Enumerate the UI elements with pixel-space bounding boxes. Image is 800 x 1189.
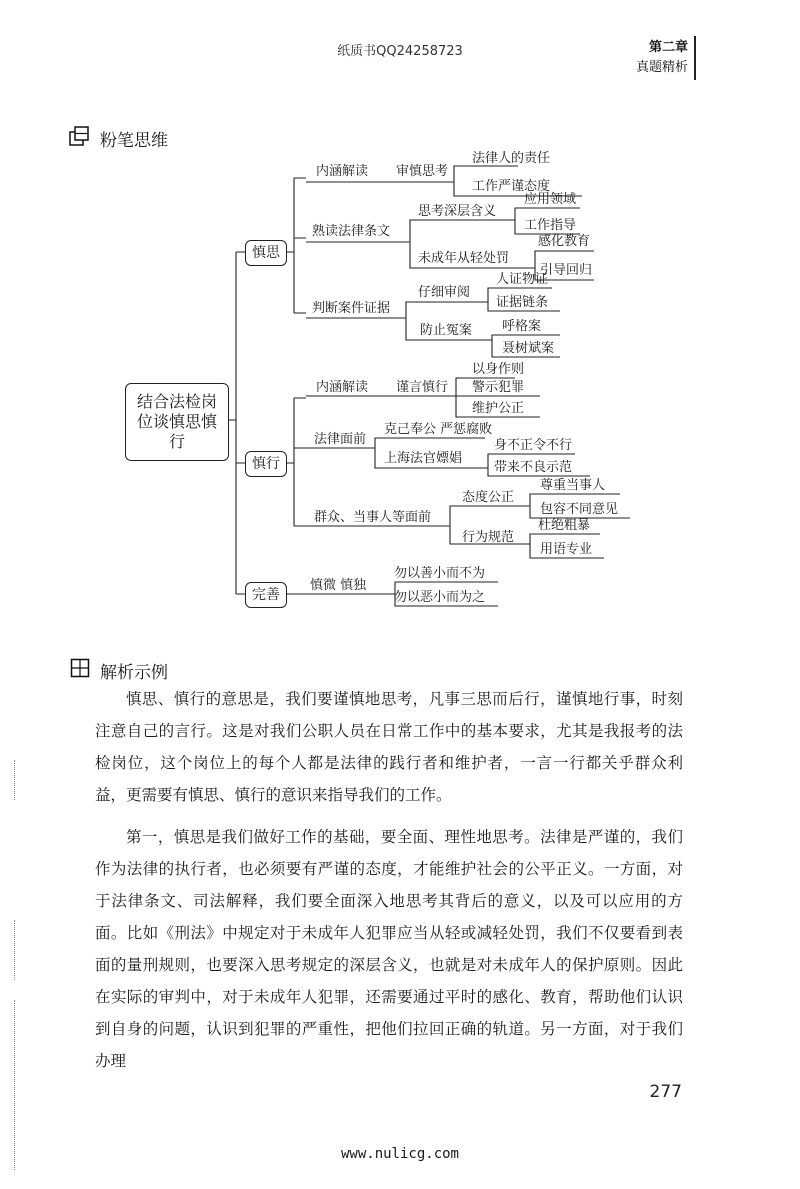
chapter-subtitle: 真题精析 <box>635 60 688 75</box>
node-b2-s3-a: 态度公正 <box>462 490 515 505</box>
node-b1-s2-b: 未成年从轻处罚 <box>418 251 510 266</box>
node-b1-s2-a2: 工作指导 <box>524 218 577 233</box>
node-b1-s3-a2: 证据链条 <box>496 295 549 310</box>
node-b3-s1-c1: 勿以善小而不为 <box>394 566 486 581</box>
node-b2-s3-b: 行为规范 <box>462 530 515 545</box>
mindmap-section-title: 粉笔思维 <box>100 131 168 151</box>
node-b2-s3-a2: 包容不同意见 <box>540 502 619 517</box>
chapter-label <box>636 38 688 78</box>
node-b1-s2-b2: 引导回归 <box>540 263 593 278</box>
margin-artifact <box>14 920 16 980</box>
node-b1-s2: 熟读法律条文 <box>312 224 391 239</box>
branch-wanshan: 完善 <box>245 582 287 608</box>
mindmap-root: 结合法检岗位谈慎思慎行 <box>125 383 229 461</box>
node-b2-s1-c2: 警示犯罪 <box>472 380 525 395</box>
node-b1-s2-b1: 感化教育 <box>538 234 591 249</box>
footer-url: www.nulicg.com <box>340 1146 459 1162</box>
node-b2-s3-b1: 杜绝粗暴 <box>538 518 591 533</box>
node-b1-s2-a1: 应用领域 <box>524 192 577 207</box>
chapter-divider <box>694 36 696 80</box>
node-b2-s2-b1: 身不正令不行 <box>494 438 573 453</box>
node-b2-s1: 内涵解读 <box>316 380 369 395</box>
node-b2-s3-a1: 尊重当事人 <box>540 478 606 493</box>
chapter-title: 第二章 <box>648 40 688 55</box>
page-number: 277 <box>649 1082 682 1102</box>
node-b2-s2-b2: 带来不良示范 <box>494 460 573 475</box>
node-b1-s1-c: 审慎思考 <box>396 164 449 179</box>
mindmap-section-icon <box>68 124 90 152</box>
node-b2-s2-a: 克己奉公 严惩腐败 <box>384 422 493 437</box>
node-b1-s1-c1: 法律人的责任 <box>472 151 551 166</box>
analysis-body <box>95 683 683 1077</box>
node-b2-s2: 法律面前 <box>314 432 367 447</box>
paragraph-intro: 慎思、慎行的意思是，我们要谨慎地思考，凡事三思而后行，谨慎地行事，时刻注意自己的言行。这是对我们公职人员在日常工作中的基本要求，尤其是我报考的法检岗位，这个岗位上的每个人都是法律的践行者和维护者，一言一行都关乎群众利益，更需要有慎思、慎行的意识来指导我们的工作。 <box>95 690 683 804</box>
node-b1-s3-a: 仔细审阅 <box>418 285 471 300</box>
node-b1-s2-a: 思考深层含义 <box>418 204 497 219</box>
node-b1-s3-b1: 呼格案 <box>502 319 542 334</box>
node-b3-s1: 慎微 慎独 <box>310 578 367 593</box>
node-b1-s1-c2: 工作严谨态度 <box>472 179 551 194</box>
mind-map <box>120 150 640 620</box>
margin-artifact <box>14 760 16 800</box>
margin-artifact <box>14 1000 16 1170</box>
node-b1-s3-a1: 人证物证 <box>496 272 549 287</box>
node-b2-s3: 群众、当事人等面前 <box>314 510 432 525</box>
node-b1-s1: 内涵解读 <box>316 164 369 179</box>
branch-shenxing: 慎行 <box>245 451 287 477</box>
node-b2-s1-c: 谨言慎行 <box>396 380 449 395</box>
node-b3-s1-c2: 勿以恶小而为之 <box>394 590 486 605</box>
node-b1-s3: 判断案件证据 <box>312 301 391 316</box>
paragraph-first-point: 第一，慎思是我们做好工作的基础，要全面、理性地思考。法律是严谨的，我们作为法律的执行者，也必须要有严谨的态度，才能维护社会的公平正义。一方面，对于法律条文、司法解释，我们要全面深入地思考其背后的意义，以及可以应用的方面。比如《刑法》中规定对于未成年人犯罪应当从轻或减轻处罚，我们不仅要看到表面的量刑规则，也要深入思考规定的深层含义，也就是对未成年人的保护原则。因此在实际的审判中，对于未成年人犯罪，还需要通过平时的感化、教育，帮助他们认识到自身的问题，认识到犯罪的严重性，把他们拉回正确的轨道。另一方面，对于我们办理 <box>95 828 683 1070</box>
node-b2-s1-c3: 维护公正 <box>472 401 525 416</box>
header-source-text: 纸质书QQ24258723 <box>337 44 463 59</box>
analysis-section-title: 解析示例 <box>100 663 168 683</box>
branch-shensi: 慎思 <box>245 240 287 266</box>
node-b2-s1-c1: 以身作则 <box>472 362 525 377</box>
node-b2-s3-b2: 用语专业 <box>540 542 593 557</box>
node-b1-s3-b: 防止冤案 <box>420 323 473 338</box>
node-b2-s2-b: 上海法官嫖娼 <box>384 451 463 466</box>
node-b1-s3-b2: 聂树斌案 <box>502 341 555 356</box>
analysis-section-icon <box>70 658 90 682</box>
